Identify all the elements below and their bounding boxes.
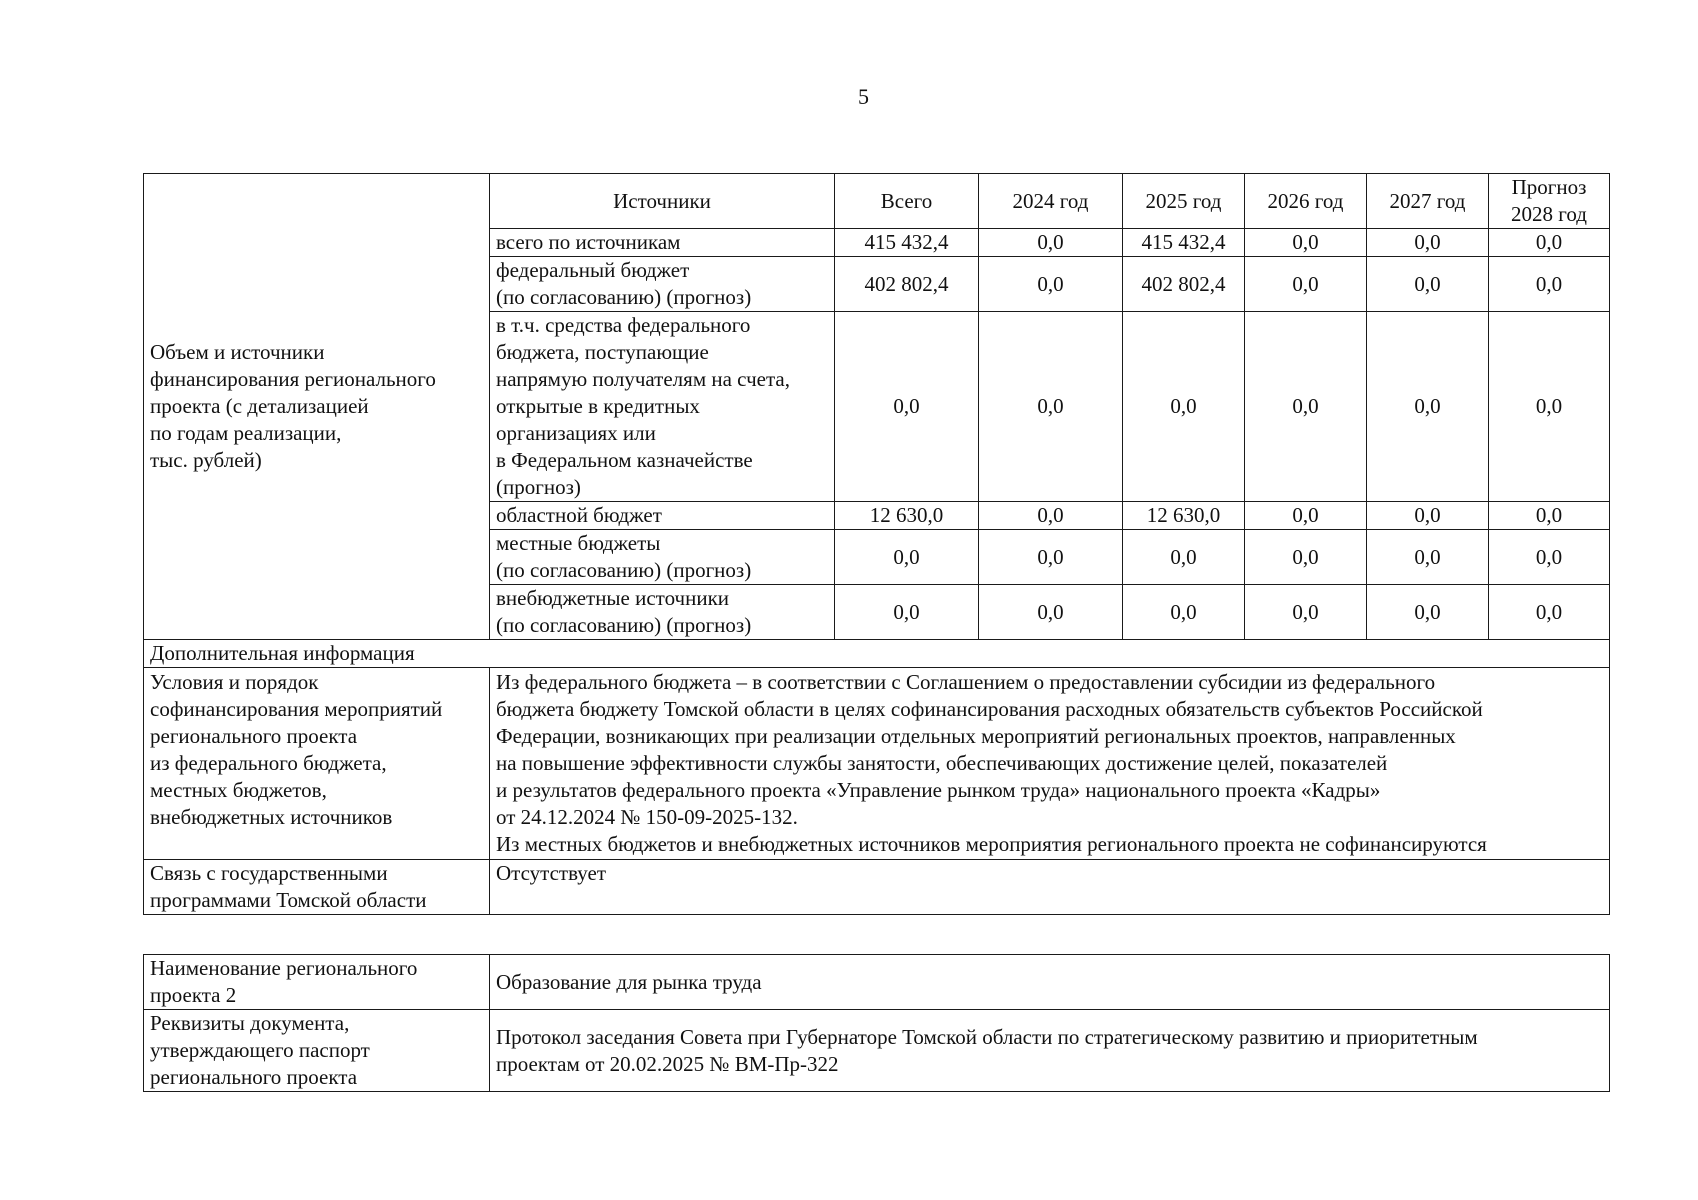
value-cell: 0,0: [1245, 530, 1367, 585]
conditions-text: Из федерального бюджета – в соответствии с Соглашением о предоставлении субсидии из федерального бюджета бюджету Томской области в целях софинансирования расходных обязательств субъектов Российской Федерации, возникающих при реализации отдельных мероприятий региональных проектов, направленных на повышение эффективности службы занятости, обеспечивающих достижение целей, показателей и результатов федерального проекта «Управление рынком труда» национального проекта «Кадры» от 24.12.2024 № 150-09-2025-132. Из местных бюджетов и внебюджетных источников мероприятия регионального проекта не софинансируются: [490, 668, 1610, 860]
project-name-value: Образование для рынка труда: [490, 955, 1610, 1010]
financing-table: [143, 173, 1610, 915]
header-2026: 2026 год: [1245, 174, 1367, 229]
value-cell: 0,0: [1123, 530, 1245, 585]
additional-info-heading: Дополнительная информация: [144, 640, 1610, 668]
value-cell: 0,0: [1367, 312, 1489, 502]
value-cell: 0,0: [979, 257, 1123, 312]
header-2025: 2025 год: [1123, 174, 1245, 229]
value-cell: 0,0: [1367, 257, 1489, 312]
value-cell: 0,0: [979, 312, 1123, 502]
value-cell: 0,0: [1367, 585, 1489, 640]
value-cell: 0,0: [1245, 502, 1367, 530]
value-cell: 0,0: [1489, 257, 1610, 312]
programs-link-value: Отсутствует: [490, 860, 1610, 915]
header-2028-forecast: Прогноз 2028 год: [1489, 174, 1610, 229]
additional-info-row: [144, 640, 1610, 668]
value-cell: 0,0: [1245, 312, 1367, 502]
source-cell: в т.ч. средства федерального бюджета, поступающие напрямую получателям на счета, открытые в кредитных организациях или в Федеральном казначействе (прогноз): [490, 312, 835, 502]
value-cell: 0,0: [1245, 257, 1367, 312]
value-cell: 0,0: [1489, 585, 1610, 640]
programs-link-row: [144, 860, 1610, 915]
header-2027: 2027 год: [1367, 174, 1489, 229]
value-cell: 0,0: [1123, 312, 1245, 502]
financing-label: Объем и источники финансирования регионального проекта (с детализацией по годам реализации, тыс. рублей): [144, 174, 490, 640]
value-cell: 0,0: [1489, 502, 1610, 530]
financing-header-row: [144, 174, 1610, 229]
project2-table: [143, 954, 1610, 1092]
source-cell: внебюджетные источники (по согласованию) (прогноз): [490, 585, 835, 640]
conditions-label: Условия и порядок софинансирования мероприятий регионального проекта из федерального бюджета, местных бюджетов, внебюджетных источников: [144, 668, 490, 860]
programs-link-label: Связь с государственными программами Томской области: [144, 860, 490, 915]
value-cell: 0,0: [1367, 502, 1489, 530]
value-cell: 0,0: [1489, 229, 1610, 257]
value-cell: 0,0: [1367, 229, 1489, 257]
document-row: [144, 1010, 1610, 1092]
value-cell: 0,0: [1367, 530, 1489, 585]
value-cell: 0,0: [835, 312, 979, 502]
value-cell: 402 802,4: [1123, 257, 1245, 312]
header-total: Всего: [835, 174, 979, 229]
document-label: Реквизиты документа, утверждающего паспорт регионального проекта: [144, 1010, 490, 1092]
value-cell: 0,0: [1489, 312, 1610, 502]
value-cell: 0,0: [1245, 585, 1367, 640]
header-2024: 2024 год: [979, 174, 1123, 229]
page-number: 5: [858, 84, 869, 109]
value-cell: 402 802,4: [835, 257, 979, 312]
value-cell: 0,0: [835, 585, 979, 640]
project-name-row: [144, 955, 1610, 1010]
source-cell: всего по источникам: [490, 229, 835, 257]
header-sources: Источники: [490, 174, 835, 229]
value-cell: 0,0: [979, 530, 1123, 585]
value-cell: 12 630,0: [1123, 502, 1245, 530]
value-cell: 0,0: [1245, 229, 1367, 257]
value-cell: 415 432,4: [835, 229, 979, 257]
source-cell: областной бюджет: [490, 502, 835, 530]
source-cell: федеральный бюджет (по согласованию) (прогноз): [490, 257, 835, 312]
value-cell: 0,0: [979, 585, 1123, 640]
value-cell: 0,0: [1123, 585, 1245, 640]
conditions-row: [144, 668, 1610, 860]
value-cell: 0,0: [835, 530, 979, 585]
project-name-label: Наименование регионального проекта 2: [144, 955, 490, 1010]
value-cell: 0,0: [979, 229, 1123, 257]
source-cell: местные бюджеты (по согласованию) (прогноз): [490, 530, 835, 585]
document-value: Протокол заседания Совета при Губернаторе Томской области по стратегическому развитию и приоритетным проектам от 20.02.2025 № ВМ-Пр-322: [490, 1010, 1610, 1092]
value-cell: 0,0: [1489, 530, 1610, 585]
value-cell: 0,0: [979, 502, 1123, 530]
value-cell: 415 432,4: [1123, 229, 1245, 257]
value-cell: 12 630,0: [835, 502, 979, 530]
